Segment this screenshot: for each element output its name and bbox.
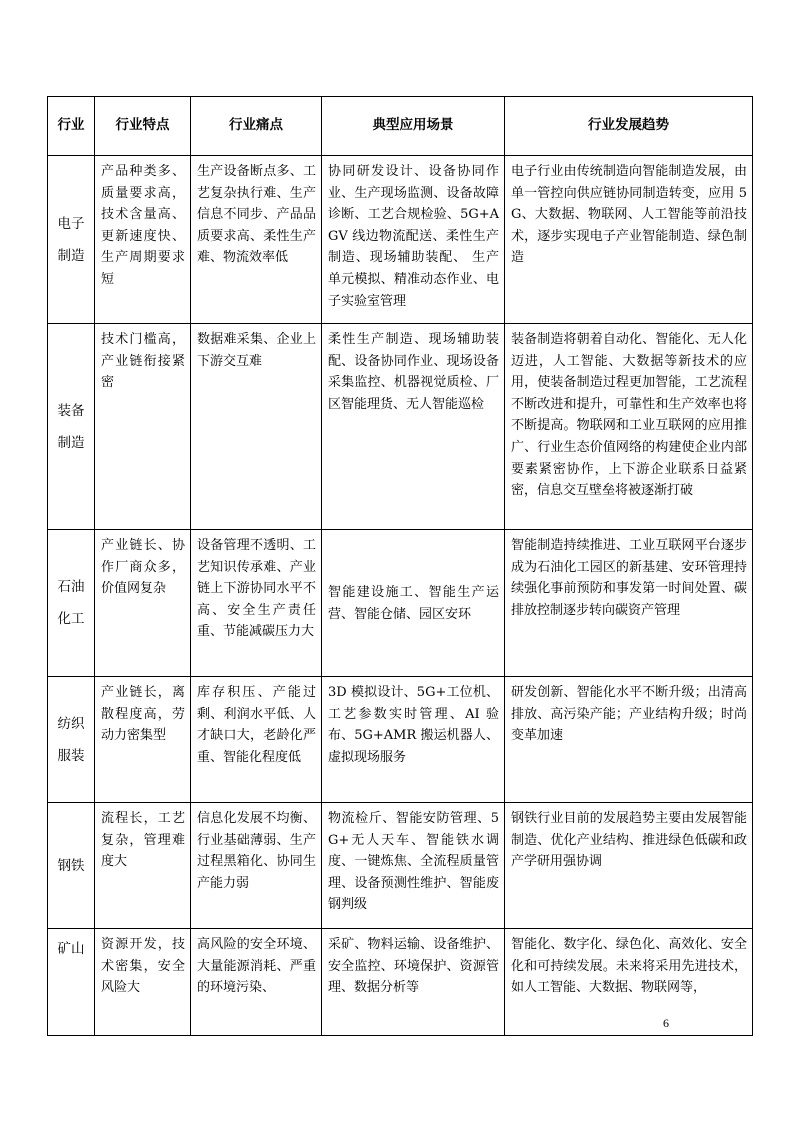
industry-name: 矿山: [57, 941, 85, 957]
scenarios-cell: 智能建设施工、智能生产运营、智能仓储、园区安环: [322, 530, 505, 677]
scenarios-cell: 物流检斤、智能安防管理、5G+无人天车、智能铁水调度、一键炼焦、全流程质量管理、设备预测性维护、智能废钢判级: [322, 803, 505, 929]
trends-cell: 装备制造将朝着自动化、智能化、无人化迈进，人工智能、大数据等新技术的应用，使装备制造过程更加智能，工艺流程不断改进和提升，可靠性和生产效率也将不断提高。物联网和工业互联网的应用推广、行业生态价值网络的构建使企业内部要素紧密协作，上下游企业联系日益紧密，信息交互壁垒将被逐渐打破: [505, 324, 753, 530]
table-row: [48, 324, 753, 530]
table-row: [48, 929, 753, 1036]
industry-name: 电子 制造: [57, 215, 85, 264]
industry-cell: [48, 677, 95, 803]
industry-cell: [48, 803, 95, 929]
industry-name: 石油 化工: [57, 579, 85, 627]
features-cell: 流程长，工艺复杂，管理难度大: [95, 803, 191, 929]
table-row: [48, 156, 753, 324]
industry-name: 纺织 服装: [57, 715, 85, 764]
table-row: [48, 677, 753, 803]
header-scenarios: 典型应用场景: [322, 97, 505, 156]
table-header-row: [48, 97, 753, 156]
trends-cell: 钢铁行业目前的发展趋势主要由发展智能制造、优化产业结构、推进绿色低碳和政产学研用强协调: [505, 803, 753, 929]
header-industry: 行业: [48, 97, 95, 156]
industry-table: [47, 96, 753, 1036]
features-cell: 产业链长、协作厂商众多，价值网复杂: [95, 530, 191, 677]
header-features: 行业特点: [95, 97, 191, 156]
features-cell: 产业链长，离散程度高，劳动力密集型: [95, 677, 191, 803]
industry-name: 钢铁: [57, 857, 85, 874]
industry-name: 装备 制造: [57, 402, 85, 451]
pain-points-cell: 高风险的安全环境、大量能源消耗、严重的环境污染、: [191, 929, 322, 1036]
header-trends: 行业发展趋势: [505, 97, 753, 156]
pain-points-cell: 库存积压、产能过剩、利润水平低、人才缺口大，老龄化严重、智能化程度低: [191, 677, 322, 803]
scenarios-cell: 采矿、物料运输、设备维护、安全监控、环境保护、资源管理、数据分析等: [322, 929, 505, 1036]
scenarios-cell: 协同研发设计、设备协同作业、生产现场监测、设备故障诊断、工艺合规检验、5G+AGV 线边物流配送、柔性生产制造、现场辅助装配、 生产单元模拟、精准动态作业、电子实验室管理: [322, 156, 505, 324]
trends-cell: 研发创新、智能化水平不断升级；出清高排放、高污染产能；产业结构升级；时尚变革加速: [505, 677, 753, 803]
trends-cell: 智能化、数字化、绿色化、高效化、安全化和可持续发展。未来将采用先进技术，如人工智能、大数据、物联网等，: [505, 929, 753, 1036]
table-row: [48, 530, 753, 677]
pain-points-cell: 生产设备断点多、工艺复杂执行难、生产信息不同步、产品品质要求高、柔性生产难、物流效率低: [191, 156, 322, 324]
industry-cell: [48, 324, 95, 530]
industry-cell: [48, 530, 95, 677]
pain-points-cell: 数据难采集、企业上下游交互难: [191, 324, 322, 530]
pain-points-cell: 信息化发展不均衡、行业基础薄弱、生产过程黑箱化、协同生产能力弱: [191, 803, 322, 929]
scenarios-cell: 3D 模拟设计、5G+工位机、工艺参数实时管理、AI 验布、5G+AMR 搬运机器人、虚拟现场服务: [322, 677, 505, 803]
features-cell: 产品种类多、质量要求高，技术含量高、更新速度快、生产周期要求短: [95, 156, 191, 324]
features-cell: 资源开发，技术密集，安全风险大: [95, 929, 191, 1036]
trends-cell: 智能制造持续推进、工业互联网平台逐步成为石油化工园区的新基建、安环管理持续强化事前预防和事发第一时间处置、碳排放控制逐步转向碳资产管理: [505, 530, 753, 677]
table-row: [48, 803, 753, 929]
header-pain-points: 行业痛点: [191, 97, 322, 156]
industry-cell: [48, 156, 95, 324]
trends-cell: 电子行业由传统制造向智能制造发展，由单一管控向供应链协同制造转变，应用 5G、大数据、物联网、人工智能等前沿技术，逐步实现电子产业智能制造、绿色制造: [505, 156, 753, 324]
pain-points-cell: 设备管理不透明、工艺知识传承难、产业链上下游协同水平不高、安全生产责任重、节能减碳压力大: [191, 530, 322, 677]
page-number: 6: [663, 1016, 669, 1030]
features-cell: 技术门槛高，产业链衔接紧密: [95, 324, 191, 530]
scenarios-cell: 柔性生产制造、现场辅助装配、设备协同作业、现场设备采集监控、机器视觉质检、厂区智能理货、无人智能巡检: [322, 324, 505, 530]
industry-cell: [48, 929, 95, 1036]
